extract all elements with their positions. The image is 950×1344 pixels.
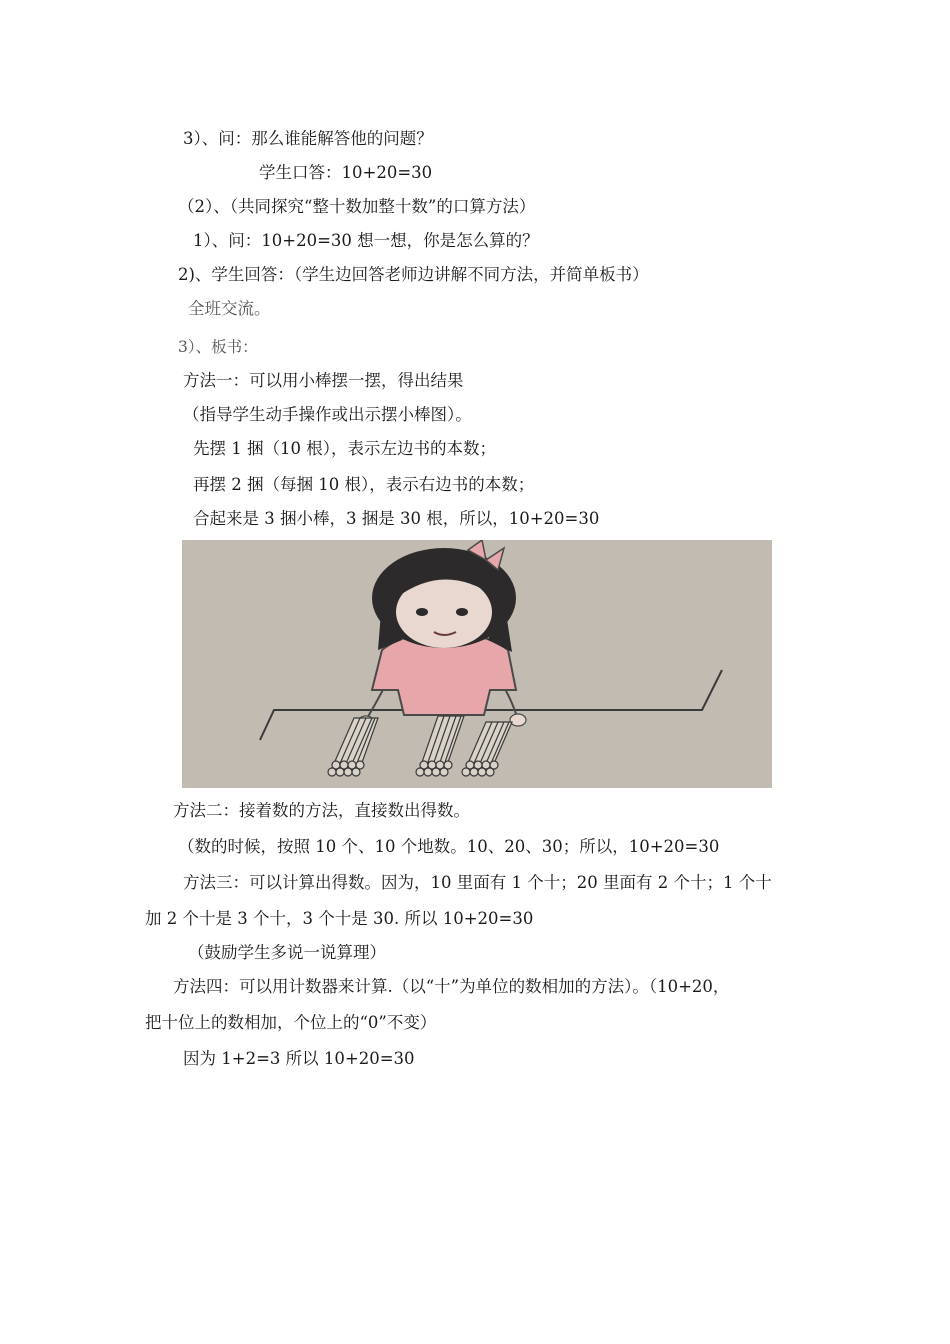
question-1: 1）、问：10+20=30 想一想，你是怎么算的？ xyxy=(193,231,539,250)
question-2: 2)、学生回答：（学生边回答老师边讲解不同方法，并简单板书） xyxy=(178,265,649,284)
step-2: 再摆 2 捆（每捆 10 根），表示右边书的本数； xyxy=(193,475,535,494)
conclusion: 因为 1+2=3 所以 10+20=30 xyxy=(183,1049,415,1068)
method-4-line-2: 把十位上的数相加，个位上的“0”不变） xyxy=(145,1013,437,1032)
section-2-heading: （2）、（共同探究“整十数加整十数”的口算方法） xyxy=(178,197,536,216)
method-2-detail: （数的时候，按照 10 个、10 个地数。10、20、30；所以，10+20=30 xyxy=(178,837,720,856)
class-exchange: 全班交流。 xyxy=(188,299,271,318)
method-3-line-2: 加 2 个十是 3 个十，3 个十是 30. 所以 10+20=30 xyxy=(145,909,534,928)
method-2: 方法二：接着数的方法，直接数出得数。 xyxy=(173,801,470,820)
method-1-guide: （指导学生动手操作或出示摆小棒图）。 xyxy=(183,405,472,424)
encourage-note: （鼓励学生多说一说算理） xyxy=(188,943,386,962)
method-1: 方法一：可以用小棒摆一摆，得出结果 xyxy=(183,371,464,390)
method-4-line-1: 方法四：可以用计数器来计算.（以“十”为单位的数相加的方法）。（10+20， xyxy=(173,977,730,996)
board-heading: 3）、板书： xyxy=(178,338,258,356)
step-3: 合起来是 3 捆小棒，3 捆是 30 根，所以，10+20=30 xyxy=(193,509,600,528)
student-answer: 学生口答：10+20=30 xyxy=(259,163,433,182)
step-1: 先摆 1 捆（10 根），表示左边书的本数； xyxy=(193,439,496,458)
sticks-illustration xyxy=(182,540,772,788)
method-3-line-1: 方法三：可以计算出得数。因为，10 里面有 1 个十；20 里面有 2 个十；1 个十 xyxy=(183,873,772,892)
question-3: 3）、问：那么谁能解答他的问题？ xyxy=(183,129,433,148)
